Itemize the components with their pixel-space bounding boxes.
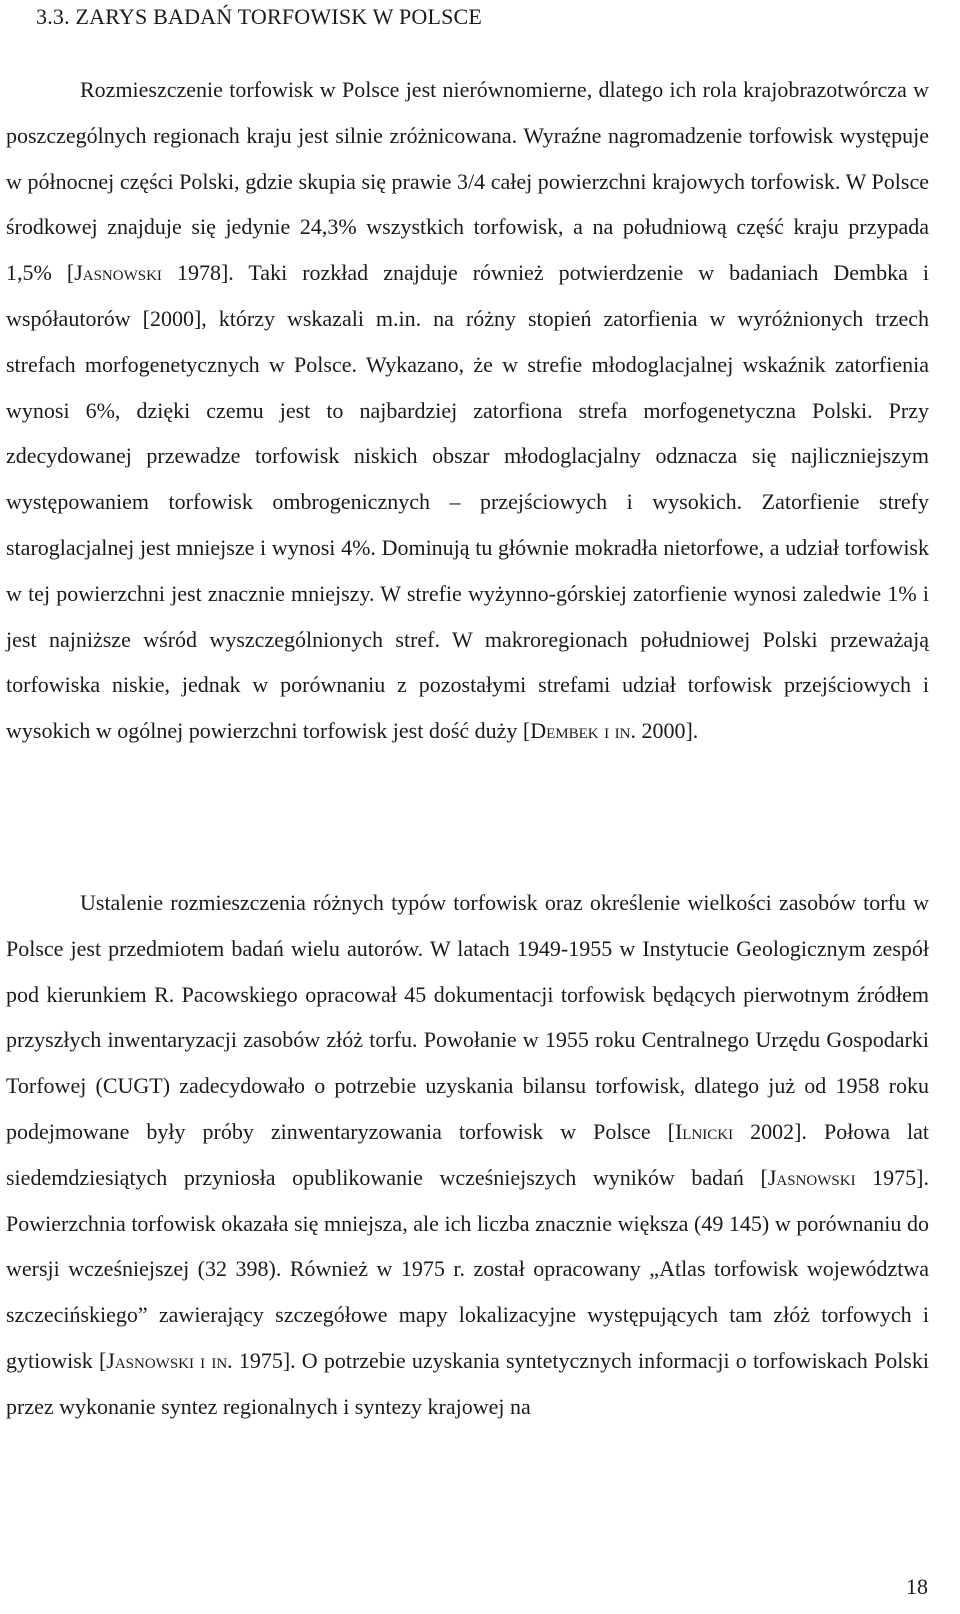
paragraph-distribution <box>6 67 929 754</box>
citation-author: Jasnowski <box>767 1164 856 1190</box>
paragraph-text: 2002]. Połowa lat siedemdziesiątych przyniosła opublikowanie wcześniejszych wyników badań [ <box>6 1118 929 1190</box>
paragraph-text: 1975]. Powierzchnia torfowisk okazała się mniejsza, ale ich liczba znacznie większa (49 145) w porównaniu do wersji wcześniejszej (32 398). Również w 1975 r. został opracowany „Atlas torfowisk województwa szczecińskiego” zawierający szczegółowe mapy lokalizacyjne występujących tam złóż torfowych i gytiowisk [ <box>6 1164 930 1373</box>
paragraph-text: 1975]. O potrzebie uzyskania syntetycznych informacji o torfowiskach Polski przez wykonanie syntez regionalnych i syntezy krajowej na <box>6 1347 929 1419</box>
section-heading: 3.3. ZARYS BADAŃ TORFOWISK W POLSCE <box>36 4 483 29</box>
paragraph-research-history <box>6 880 929 1430</box>
citation-author: Jasnowski <box>74 260 162 286</box>
paragraph-text: Ustalenie rozmieszczenia różnych typów torfowisk oraz określenie wielkości zasobów torfu w Polsce jest przedmiotem badań wielu autorów. W latach 1949-1955 w Instytucie Geologicznym zespół pod kierunkiem R. Pacowskiego opracował 45 dokumentacji torfowisk będących pierwotnym źródłem przyszłych inwentaryzacji zasobów złóż torfu. Powołanie w 1955 roku Centralnego Urzędu Gospodarki Torfowej (CUGT) zadecydowało o potrzebie uzyskania bilansu torfowisk, dlatego już od 1958 roku podejmowane były próby zinwentaryzowania torfowisk w Polsce [ <box>6 890 929 1144</box>
paragraph-text: Rozmieszczenie torfowisk w Polsce jest nierównomierne, dlatego ich rola krajobrazotwórcza w poszczególnych regionach kraju jest silnie zróżnicowana. Wyraźne nagromadzenie torfowisk występuje w północnej części Polski, gdzie skupia się prawie 3/4 całej powierzchni krajowych torfowisk. W Polsce środkowej znajduje się jedynie 24,3% wszystkich torfowisk, a na południową część kraju przypada 1,5% [ <box>6 77 929 286</box>
citation-author: Jasnowski i in. <box>106 1347 233 1373</box>
citation-author: Dembek i in. <box>530 718 636 744</box>
paragraph-text: 1978]. Taki rozkład znajduje również potwierdzenie w badaniach Dembka i współautorów [2000], którzy wskazali m.in. na różny stopień zatorfienia w wyróżnionych trzech strefach morfogenetycznych w Polsce. Wykazano, że w strefie młodoglacjalnej wskaźnik zatorfienia wynosi 6%, dzięki czemu jest to najbardziej zatorfiona strefa morfogenetyczna Polski. Przy zdecydowanej przewadze torfowisk niskich obszar młodoglacjalny odznacza się najliczniejszym występowaniem torfowisk ombrogenicznych – przejściowych i wysokich. Zatorfienie strefy staroglacjalnej jest mniejsze i wynosi 4%. Dominują tu głównie mokradła nietorfowe, a udział torfowisk w tej powierzchni jest znacznie mniejszy. W strefie wyżynno-górskiej zatorfienie wynosi zaledwie 1% i jest najniższe wśród wyszczególnionych stref. W makroregionach południowej Polski przeważają torfowiska niskie, jednak w porównaniu z pozostałymi strefami udział torfowisk przejściowych i wysokich w ogólnej powierzchni torfowisk jest dość duży [ <box>6 260 930 744</box>
citation-author: Ilnicki <box>674 1118 734 1144</box>
page-number: 18 <box>906 1574 928 1599</box>
paragraph-text: 2000]. <box>635 718 699 744</box>
